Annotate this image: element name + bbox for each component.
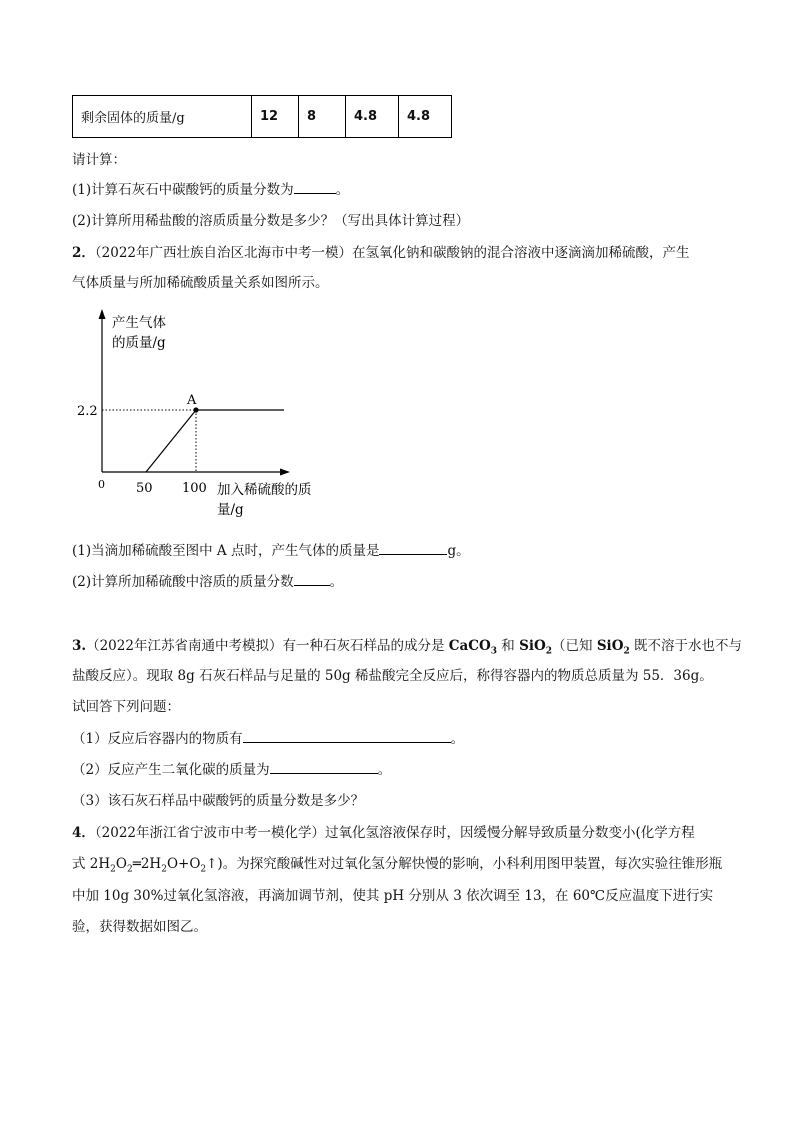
gas-mass-graph [70, 305, 360, 525]
residual-mass-table [72, 95, 452, 138]
q2-stem-text: （2022年广西壮族自治区北海市中考一模）在氢氧化钠和碳酸钠的混合溶液中逐滴滴加稀硫酸，产生 [94, 245, 690, 261]
x-axis-label-2: 量/g [217, 502, 244, 518]
q1-part2: (2)计算所用稀盐酸的溶质质量分数是多少？（写出具体计算过程） [72, 213, 470, 229]
x-tick-100: 100 [182, 481, 207, 496]
q3-part1-answer-blank[interactable] [243, 728, 451, 743]
q3-part2-end: 。 [377, 762, 392, 778]
q3-part2-answer-blank[interactable] [270, 759, 378, 774]
q4-stem-line1 [72, 821, 695, 841]
q3-part1 [72, 727, 464, 747]
table-cell: 4.8 [346, 96, 399, 138]
table-cell: 12 [252, 96, 299, 138]
q1-part1 [72, 178, 349, 198]
q2-part1 [72, 539, 470, 559]
table-row-label: 剩余固体的质量/g [73, 96, 252, 138]
q1-part1-text: (1)计算石灰石中碳酸钙的质量分数为 [72, 182, 294, 198]
point-a [193, 407, 198, 412]
y-axis-label-1: 产生气体 [112, 315, 166, 331]
x-axis-label-1: 加入稀硫酸的质 [217, 482, 312, 498]
table-cell: 4.8 [399, 96, 452, 138]
point-a-label: A [187, 393, 197, 408]
table-cell: 8 [299, 96, 346, 138]
q2-part1-answer-blank[interactable] [379, 540, 447, 555]
y-axis-arrow-icon [99, 309, 106, 319]
q4-stem-line3: 中加 10g 30%过氧化氢溶液，再滴加调节剂，使其 pH 分别从 3 依次调至 13，在 60℃反应温度下进行实 [72, 888, 714, 904]
q3-formula-caco3: CaCO$_3$ [448, 638, 498, 657]
q2-part2 [72, 570, 343, 590]
q4-stem-line4: 验，获得数据如图乙。 [72, 919, 207, 935]
q3-part1-end: 。 [450, 731, 465, 747]
q4-stem-text: （2022年浙江省宁波市中考一模化学）过氧化氢溶液保存时，因缓慢分解导致质量分数变小(化学方程 [94, 825, 695, 841]
q1-part1-answer-blank[interactable] [294, 179, 336, 194]
q3-stem-line3: 试回答下列问题： [72, 699, 180, 715]
q2-stem-line2: 气体质量与所加稀硫酸质量关系如图所示。 [72, 275, 329, 291]
q3-part1-text: （1）反应后容器内的物质有 [72, 731, 243, 747]
q3-part3: （3）该石灰石样品中碳酸钙的质量分数是多少？ [72, 793, 365, 809]
q4-stem-line2: 式 $2H_2O_2═2H_2O+O_2↑$)。为探究酸碱性对过氧化氢分解快慢的影响，小科利用图甲装置，每次实验往锥形瓶 [72, 856, 723, 875]
q1-part1-end: 。 [335, 182, 350, 198]
q2-stem-line1 [72, 241, 690, 261]
q3-stem-text-a: （2022年江苏省南通中考模拟）有一种石灰石样品的成分是 [86, 638, 449, 654]
q2-number: 2． [72, 245, 95, 261]
q3-formula-sio2: SiO$_2$ [519, 638, 553, 657]
q1-intro: 请计算： [72, 152, 126, 168]
q3-formula-sio2-note: SiO$_2$ [596, 638, 630, 657]
origin-label: 0 [98, 478, 105, 491]
q2-part2-answer-blank[interactable] [294, 571, 330, 586]
q2-part1-text: (1)当滴加稀硫酸至图中 A 点时，产生气体的质量是 [72, 543, 380, 559]
x-tick-50: 50 [136, 481, 153, 496]
q3-stem-line2: 盐酸反应）。现取 8g 石灰石样品与足量的 50g 稀盐酸完全反应后，称得容器内的物质总质量为 55．36g。 [72, 668, 713, 684]
q2-part1-end: g。 [447, 543, 470, 559]
q3-number: 3. [72, 638, 87, 654]
x-axis-arrow-icon [280, 469, 290, 476]
gas-line-rising [146, 410, 196, 472]
q2-part2-end: 。 [329, 574, 344, 590]
q3-part2 [72, 758, 391, 778]
q2-part2-text: (2)计算所加稀硫酸中溶质的质量分数 [72, 574, 294, 590]
y-axis-label-2: 的质量/g [112, 335, 166, 351]
q4-number: 4． [72, 825, 95, 841]
q3-part2-text: （2）反应产生二氧化碳的质量为 [72, 762, 270, 778]
q3-stem-line1: 3.（2022年江苏省南通中考模拟）有一种石灰石样品的成分是 CaCO$_3$ 和 SiO$_2$（已知 SiO$_2$ 既不溶于水也不与 [72, 638, 743, 657]
table-row [73, 96, 452, 138]
y-tick-2-2: 2.2 [77, 404, 98, 419]
